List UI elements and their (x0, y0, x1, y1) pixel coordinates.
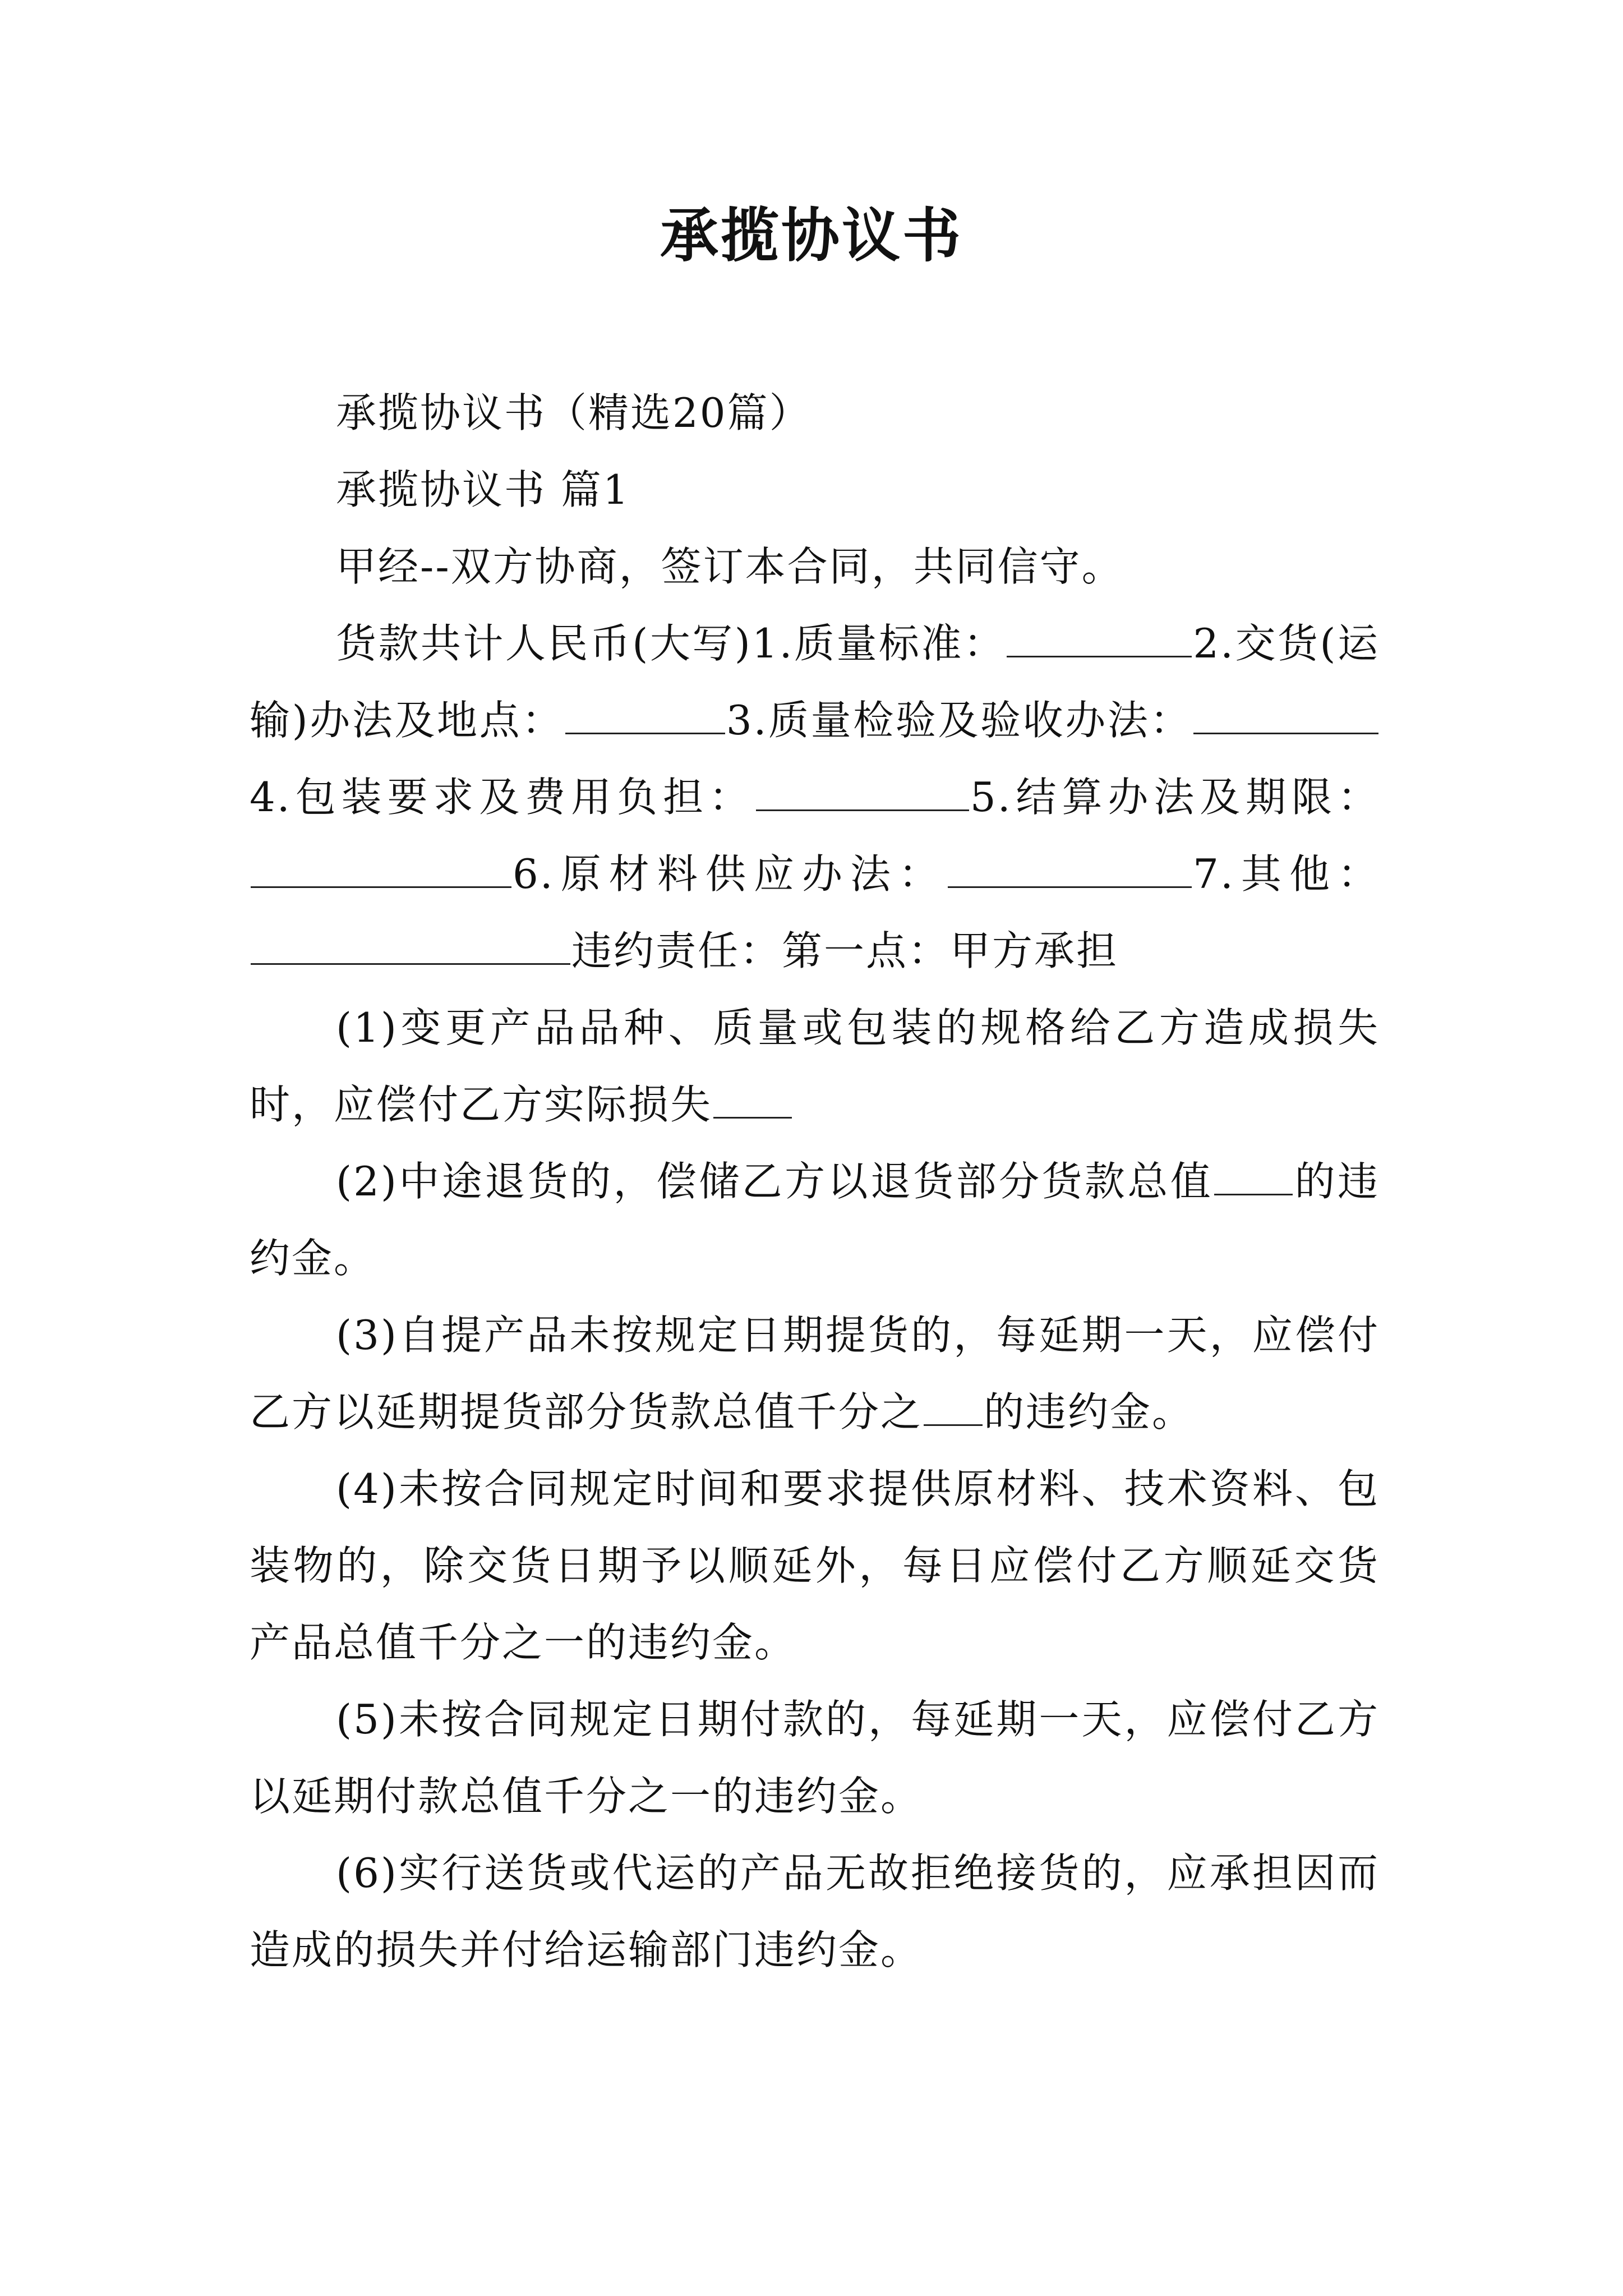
fill-blank (565, 699, 725, 734)
penalty-item-4: (4)未按合同规定时间和要求提供原材料、技术资料、包装物的，除交货日期予以顺延外，每日应偿付乙方顺延交货产品总值千分之一的违约金。 (250, 1465, 1380, 1666)
fill-blank (1007, 622, 1192, 657)
fill-blank (251, 853, 511, 888)
document-subtitle: 承揽协议书（精选20篇） (336, 389, 811, 436)
penalty-item-5: (5)未按合同规定日期付款的，每延期一天，应偿付乙方以延期付款总值千分之一的违约金。 (250, 1696, 1380, 1820)
fill-blank (1193, 699, 1378, 734)
term-text: 2.交货(运输)办法及地点： (250, 620, 1380, 744)
penalty-item-6: (6)实行送货或代运的产品无故拒绝接货的，应承担因而造成的损失并付给运输部门违约金。 (250, 1849, 1380, 1973)
term-text: 货款共计人民币(大写)1.质量标准： (336, 620, 1006, 667)
item-text: (3)自提产品未按规定日期提货的，每延期一天，应偿付乙方以延期提货部分货款总值千分之 (250, 1312, 1380, 1435)
term-text: 6.原材料供应办法： (513, 850, 947, 898)
item-text: (2)中途退货的，偿储乙方以退货部分货款总值 (336, 1158, 1214, 1205)
intro-paragraph: 甲经--双方协商，签订本合同，共同信守。 (336, 543, 1124, 590)
document-title: 承揽协议书 (660, 201, 963, 270)
item-text: 的违约金。 (984, 1388, 1195, 1435)
term-text: 7.其他： (1193, 850, 1380, 898)
fill-blank (713, 1083, 792, 1119)
item-text: (1)变更产品品种、质量或包装的规格给乙方造成损失时，应偿付乙方实际损失 (250, 1004, 1380, 1128)
penalty-item-3 (250, 1297, 1380, 1451)
penalty-item-2 (250, 1143, 1380, 1297)
fill-blank (948, 853, 1192, 888)
fill-blank (756, 776, 969, 811)
terms-paragraph (250, 605, 1380, 990)
penalty-item-1 (250, 990, 1380, 1143)
term-text: 4.包装要求及费用负担： (250, 774, 755, 821)
section-heading: 承揽协议书 篇1 (336, 466, 630, 513)
document-body (250, 375, 1380, 1989)
fill-blank (924, 1391, 983, 1426)
term-text: 违约责任：第一点：甲方承担 (571, 927, 1119, 974)
term-text: 5.结算办法及期限： (970, 774, 1380, 821)
fill-blank (1214, 1160, 1293, 1195)
term-text: 3.质量检验及验收办法： (726, 697, 1192, 744)
fill-blank (251, 930, 570, 965)
item-text: 的违约金。 (250, 1158, 1380, 1282)
